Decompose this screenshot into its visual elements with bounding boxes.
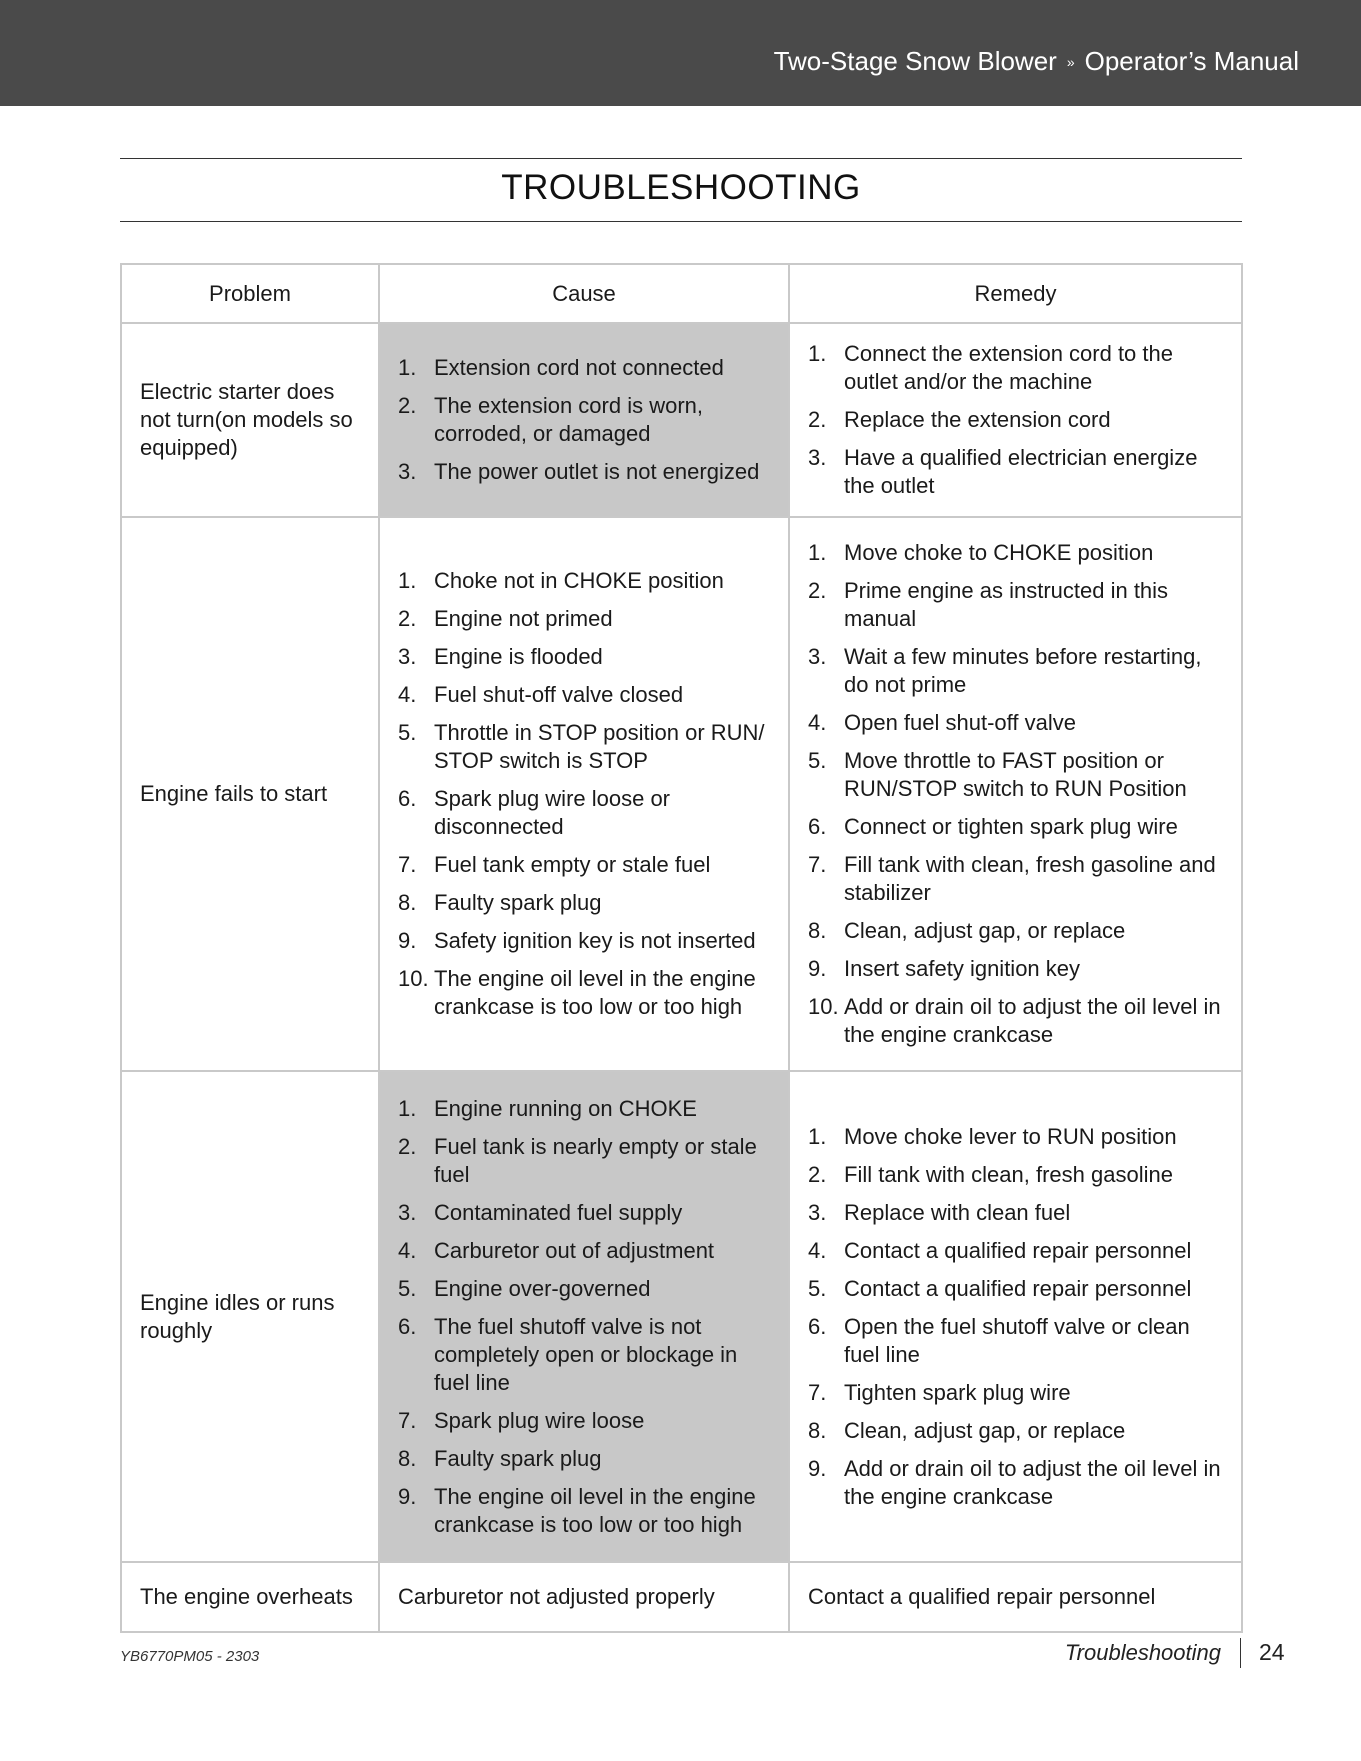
list-item-text: Replace with clean fuel	[844, 1199, 1071, 1225]
page-number: 24	[1259, 1639, 1285, 1665]
list-item	[808, 851, 1223, 907]
list-item-number: 4.	[808, 1237, 827, 1263]
list-item-text: The extension cord is worn, corroded, or damaged	[434, 393, 704, 446]
troubleshooting-table	[120, 263, 1243, 1633]
table-header-row	[121, 264, 1242, 323]
list-item	[398, 1237, 770, 1265]
column-header-problem: Problem	[121, 264, 379, 323]
footer-section-name: Troubleshooting	[1064, 1640, 1221, 1665]
list-item-number: 6.	[808, 814, 827, 839]
list-item-text: Choke not in CHOKE position	[434, 568, 724, 593]
list-item	[808, 1199, 1223, 1227]
list-item-text: Have a qualified electrician energize the outlet	[844, 445, 1198, 498]
list-item-text: The engine oil level in the engine crankcase is too low or too high	[434, 966, 756, 1019]
list-item	[808, 1237, 1223, 1265]
cause-list	[398, 567, 770, 1021]
list-item	[398, 458, 770, 486]
list-item-number: 4.	[398, 682, 417, 707]
list-item	[398, 851, 770, 879]
list-item-number: 4.	[808, 710, 827, 735]
list-item-number: 3.	[808, 644, 827, 669]
header-breadcrumb	[774, 46, 1299, 77]
list-item-number: 2.	[808, 407, 827, 432]
list-item	[398, 889, 770, 917]
list-item-number: 8.	[398, 1445, 417, 1471]
header-manual: Operator’s Manual	[1084, 46, 1299, 76]
list-item-number: 8.	[398, 890, 417, 915]
list-item-text: The engine oil level in the engine crankcase is too low or too high	[434, 1483, 756, 1537]
list-item-text: Replace the extension cord	[844, 407, 1111, 432]
list-item-text: Fill tank with clean, fresh gasoline and stabilizer	[844, 852, 1216, 905]
table-row	[121, 517, 1242, 1071]
list-item-text: Engine over-governed	[434, 1275, 651, 1301]
remedy-cell	[789, 517, 1242, 1071]
footer-divider	[1240, 1638, 1241, 1668]
list-item-text: Contact a qualified repair personnel	[844, 1237, 1192, 1263]
list-item-text: Move choke lever to RUN position	[844, 1123, 1177, 1149]
list-item	[808, 1455, 1223, 1511]
list-item-text: Move throttle to FAST position or RUN/STOP switch to RUN Position	[844, 748, 1187, 801]
list-item	[398, 354, 770, 382]
list-item-text: Open fuel shut-off valve	[844, 710, 1076, 735]
problem-cell: Engine fails to start	[121, 517, 379, 1071]
list-item	[808, 1161, 1223, 1189]
list-item-text: Open the fuel shutoff valve or clean fuel line	[844, 1313, 1190, 1367]
list-item-number: 8.	[808, 918, 827, 943]
list-item	[398, 605, 770, 633]
table-row	[121, 1562, 1242, 1632]
list-item-text: Spark plug wire loose or disconnected	[434, 786, 671, 839]
list-item-number: 2.	[398, 393, 417, 418]
title-bottom-rule	[120, 221, 1242, 222]
list-item-text: Carburetor out of adjustment	[434, 1237, 715, 1263]
list-item-text: Fill tank with clean, fresh gasoline	[844, 1161, 1173, 1187]
list-item-text: Extension cord not connected	[434, 355, 724, 380]
list-item	[808, 993, 1223, 1049]
list-item-number: 10.	[808, 994, 839, 1019]
list-item	[808, 709, 1223, 737]
list-item	[398, 965, 770, 1021]
remedy-list	[808, 1123, 1223, 1511]
list-item	[808, 406, 1223, 434]
list-item-text: Fuel tank is nearly empty or stale fuel	[434, 1133, 757, 1187]
list-item-number: 1.	[808, 540, 827, 565]
list-item-text: Faulty spark plug	[434, 1445, 602, 1471]
list-item-number: 3.	[398, 644, 417, 669]
list-item-number: 3.	[398, 1199, 417, 1225]
list-item	[808, 1123, 1223, 1151]
list-item	[398, 1095, 770, 1123]
column-header-remedy: Remedy	[789, 264, 1242, 323]
page-title: TROUBLESHOOTING	[501, 168, 861, 207]
list-item-text: Wait a few minutes before restarting, do not prime	[844, 644, 1202, 697]
list-item-text: Contaminated fuel supply	[434, 1199, 683, 1225]
list-item-number: 9.	[398, 928, 417, 953]
list-item-number: 7.	[808, 852, 827, 877]
list-item-number: 4.	[398, 1237, 417, 1263]
list-item-number: 5.	[808, 1275, 827, 1301]
column-header-cause: Cause	[379, 264, 789, 323]
list-item-number: 2.	[808, 1161, 827, 1187]
list-item-text: Clean, adjust gap, or replace	[844, 918, 1126, 943]
document-code: YB6770PM05 - 2303	[120, 1648, 260, 1665]
list-item-number: 9.	[398, 1483, 417, 1509]
table-row	[121, 1071, 1242, 1562]
list-item-number: 1.	[808, 341, 827, 366]
list-item-text: Throttle in STOP position or RUN/ STOP switch is STOP	[434, 720, 765, 773]
list-item	[808, 539, 1223, 567]
list-item	[808, 1379, 1223, 1407]
remedy-list	[808, 340, 1223, 500]
list-item	[398, 1199, 770, 1227]
title-top-rule	[120, 158, 1242, 159]
table-row	[121, 323, 1242, 517]
list-item-number: 7.	[398, 1407, 417, 1433]
problem-cell: The engine overheats	[121, 1562, 379, 1632]
list-item	[398, 719, 770, 775]
cause-list	[398, 354, 770, 486]
list-item	[808, 955, 1223, 983]
cause-list	[398, 1095, 770, 1539]
list-item	[808, 1417, 1223, 1445]
list-item-number: 1.	[808, 1123, 827, 1149]
cause-cell	[379, 1071, 789, 1562]
list-item-number: 6.	[808, 1313, 827, 1339]
list-item-text: Fuel shut-off valve closed	[434, 682, 684, 707]
list-item-text: Fuel tank empty or stale fuel	[434, 852, 711, 877]
list-item-number: 1.	[398, 355, 417, 380]
list-item-number: 2.	[398, 606, 417, 631]
list-item-text: The fuel shutoff valve is not completely open or blockage in fuel line	[434, 1313, 738, 1395]
list-item	[398, 567, 770, 595]
list-item-number: 9.	[808, 1455, 827, 1481]
list-item-text: Insert safety ignition key	[844, 956, 1081, 981]
remedy-cell	[789, 1071, 1242, 1562]
list-item	[808, 813, 1223, 841]
list-item-text: Add or drain oil to adjust the oil level in the engine crankcase	[844, 1455, 1221, 1509]
problem-cell: Electric starter does not turn(on models so equipped)	[121, 323, 379, 517]
list-item-text: The power outlet is not energized	[434, 459, 760, 484]
list-item	[808, 1275, 1223, 1303]
list-item	[398, 927, 770, 955]
remedy-cell	[789, 323, 1242, 517]
list-item-number: 6.	[398, 786, 417, 811]
list-item-number: 8.	[808, 1417, 827, 1443]
remedy-cell: Contact a qualified repair personnel	[789, 1562, 1242, 1632]
list-item-text: Engine is flooded	[434, 644, 603, 669]
list-item-number: 5.	[398, 1275, 417, 1301]
list-item-number: 1.	[398, 568, 417, 593]
list-item-text: Engine not primed	[434, 606, 613, 631]
list-item	[808, 577, 1223, 633]
list-item	[808, 444, 1223, 500]
list-item	[398, 1483, 770, 1539]
list-item-number: 7.	[808, 1379, 827, 1405]
list-item-number: 3.	[398, 459, 417, 484]
header-product: Two-Stage Snow Blower	[773, 46, 1057, 76]
list-item-text: Connect or tighten spark plug wire	[844, 814, 1178, 839]
list-item	[808, 643, 1223, 699]
list-item	[398, 1407, 770, 1435]
cause-cell	[379, 323, 789, 517]
list-item	[808, 917, 1223, 945]
list-item-text: Contact a qualified repair personnel	[844, 1275, 1192, 1301]
list-item-text: Move choke to CHOKE position	[844, 540, 1154, 565]
list-item	[398, 681, 770, 709]
cause-cell	[379, 517, 789, 1071]
list-item	[398, 1275, 770, 1303]
list-item-number: 3.	[808, 1199, 827, 1225]
list-item	[398, 1445, 770, 1473]
list-item	[808, 1313, 1223, 1369]
header-separator: »	[1066, 54, 1075, 70]
list-item	[398, 1133, 770, 1189]
list-item-number: 5.	[398, 720, 417, 745]
list-item-text: Faulty spark plug	[434, 890, 602, 915]
list-item-number: 6.	[398, 1313, 417, 1339]
list-item-text: Engine running on CHOKE	[434, 1095, 697, 1121]
list-item-text: Clean, adjust gap, or replace	[844, 1417, 1126, 1443]
list-item	[808, 747, 1223, 803]
list-item-number: 2.	[808, 578, 827, 603]
list-item-number: 5.	[808, 748, 827, 773]
list-item-text: Spark plug wire loose	[434, 1407, 645, 1433]
list-item-number: 7.	[398, 852, 417, 877]
list-item-text: Add or drain oil to adjust the oil level in the engine crankcase	[844, 994, 1221, 1047]
list-item-number: 3.	[808, 445, 827, 470]
problem-cell: Engine idles or runs roughly	[121, 1071, 379, 1562]
header-bar	[0, 0, 1361, 106]
list-item-text: Tighten spark plug wire	[844, 1379, 1071, 1405]
list-item-number: 1.	[398, 1095, 417, 1121]
cause-cell: Carburetor not adjusted properly	[379, 1562, 789, 1632]
list-item-number: 9.	[808, 956, 827, 981]
list-item	[398, 785, 770, 841]
list-item	[398, 643, 770, 671]
list-item	[808, 340, 1223, 396]
list-item-number: 10.	[398, 966, 429, 991]
list-item	[398, 392, 770, 448]
remedy-list	[808, 539, 1223, 1049]
list-item-number: 2.	[398, 1133, 417, 1159]
list-item-text: Prime engine as instructed in this manual	[844, 578, 1169, 631]
list-item-text: Safety ignition key is not inserted	[434, 928, 756, 953]
list-item	[398, 1313, 770, 1397]
list-item-text: Connect the extension cord to the outlet and/or the machine	[844, 341, 1173, 394]
